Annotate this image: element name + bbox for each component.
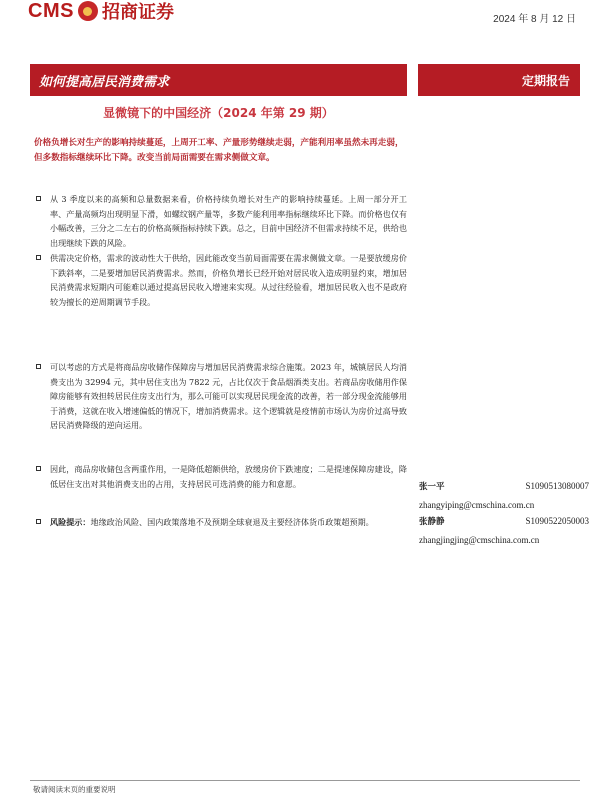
bullet-text: 供需决定价格，需求的波动性大于供给，因此能改变当前局面需要在需求侧做文章。一是要放缓房价下跌斜率，二是要增加居民消费需求。然而，价格负增长已经开始对居民收入造成明显约束，增加居民消费需求短期内可能难以通过提高居民收入增速来实现。从过往经验看，增加居民收入也不是政府较为擅长的逆周期调节手段。 — [50, 253, 407, 307]
report-date: 2024 年 8 月 12 日 — [493, 14, 576, 25]
analyst-email[interactable]: zhangjingjing@cmschina.com.cn — [419, 535, 540, 545]
risk-warning-item — [36, 515, 407, 530]
checkbox-bullet-icon — [36, 519, 41, 524]
company-logo — [28, 0, 174, 22]
bullet-item — [36, 251, 407, 309]
logo-chinese-text: 招商证券 — [101, 2, 174, 23]
risk-warning-label: 风险提示： — [50, 517, 91, 527]
analyst-name: 张静静 — [419, 517, 445, 527]
risk-warning-text: 地缘政治风险、国内政策落地不及预期全球衰退及主要经济体货币政策超预期。 — [90, 517, 374, 527]
footer-note: 敬请阅读末页的重要说明 — [33, 785, 116, 794]
report-type-label: 定期报告 — [521, 73, 570, 88]
analyst-entry — [419, 480, 589, 510]
bullet-text: 从 3 季度以来的高频和总量数据来看，价格持续负增长对生产的影响持续蔓延。上周一部分开工率、产量高频均出现明显下滑，如螺纹钢产量等，多数产能利用率指标继续环比下降。而价格也仅有小幅改善，三分之二左右的价格高频指标持续下跌。总之，目前中国经济不但需求持续不足，供给也出现继续下跌的风险。 — [50, 194, 407, 248]
bullet-item — [36, 462, 407, 491]
topic-banner — [30, 64, 407, 96]
abstract-summary: 价格负增长对生产的影响持续蔓延，上周开工率、产量形势继续走弱，产能利用率虽然未再走弱，但多数指标继续环比下降。改变当前局面需要在需求侧做文章。 — [34, 138, 404, 163]
analyst-name: 张一平 — [419, 482, 445, 492]
analyst-certificate: S1090513080007 — [525, 481, 589, 491]
analyst-email[interactable]: zhangyiping@cmschina.com.cn — [419, 500, 535, 510]
bullet-text: 可以考虑的方式是将商品房收储作保障房与增加居民消费需求综合施策。2023 年，城镇居民人均消费支出为 32994 元，其中居住支出为 7822 元，占比仅次于食品烟酒类支出。若商品房收储用作保障房能够有效担转居民住房支出行为，那么可能可以实现居民现金流的改善，若一部分现金流能够用于消费，这就在收入增速偏低的情况下，增加消费需求。这个逻辑就是疫情前市场认为房价过高导致居民消费降级的逆向运用。 — [50, 362, 407, 431]
analyst-certificate: S1090522050003 — [525, 516, 589, 526]
bullet-item — [36, 192, 407, 250]
checkbox-bullet-icon — [36, 196, 41, 201]
logo-emblem-icon — [78, 1, 98, 21]
footer-divider — [30, 780, 580, 781]
bullet-text: 因此，商品房收储包含两重作用，一是降低超额供给，放缓房价下跌速度；二是提速保障房建设，降低居住支出对其他消费支出的占用，支持居民可选消费的能力和意愿。 — [50, 464, 407, 489]
checkbox-bullet-icon — [36, 466, 41, 471]
topic-title: 如何提高居民消费需求 — [39, 74, 170, 90]
report-type-banner — [418, 64, 580, 96]
checkbox-bullet-icon — [36, 255, 41, 260]
bullet-item — [36, 360, 407, 433]
report-subtitle: 显微镜下的中国经济（2024 年第 29 期） — [103, 106, 334, 120]
checkbox-bullet-icon — [36, 364, 41, 369]
page-header — [0, 0, 600, 40]
analyst-entry — [419, 515, 589, 545]
logo-latin-text: CMS — [28, 0, 74, 22]
